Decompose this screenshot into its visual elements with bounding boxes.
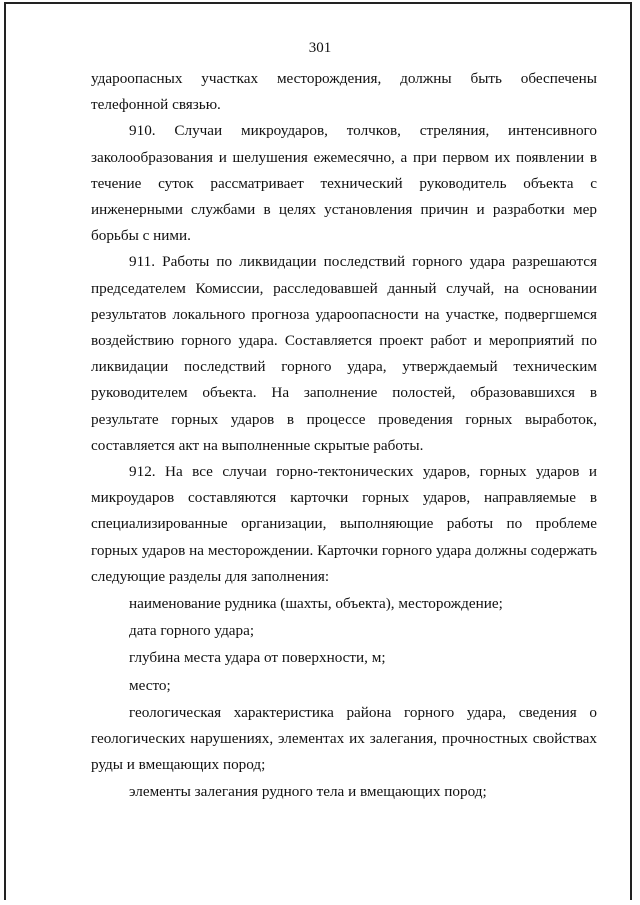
list-item-date: дата горного удара; (129, 622, 255, 640)
list-item-geology: геологическая характеристика района горного удара, сведения о геологических нарушениях, элементах их залегания, прочностных свойствах руды и вмещающих пород; (91, 703, 597, 774)
list-item-mine-name: наименование рудника (шахты, объекта), месторождение; (129, 595, 503, 613)
page-number: 301 (308, 40, 332, 56)
paragraph-911: 911. Работы по ликвидации последствий горного удара разрешаются председателем Комиссии, расследовавшей данный случай, на основании результатов локального прогноза удароопасности на участке, подвергшемся воздействию горного удара. Составляется проект работ и мероприятий по ликвидации последствий горного удара, утверждаемый техническим руководителем объекта. На заполнение полостей, образовавшихся в результате горных ударов в процессе проведения горных выработок, составляется акт на выполненные скрытые работы. (91, 253, 597, 454)
list-item-place: место; (129, 676, 171, 694)
paragraph-continuation: удароопасных участках месторождения, должны быть обеспечены телефонной связью. (91, 70, 597, 114)
list-item-depth: глубина места удара от поверхности, м; (129, 649, 386, 667)
paragraph-910: 910. Случаи микроударов, толчков, стреляния, интенсивного заколообразования и шелушения ежемесячно, а при первом их появлении в течение суток рассматривает технический руководитель объекта с инженерными службами в целях установления причин и разработки мер борьбы с ними. (91, 122, 597, 245)
paragraph-912: 912. На все случаи горно-тектонических ударов, горных ударов и микроударов составляются карточки горных ударов, направляемые в специализированные организации, выполняющие работы по проблеме горных ударов на месторождении. Карточки горного удара должны содержать следующие разделы для заполнения: (91, 463, 597, 585)
list-item-ore-body: элементы залегания рудного тела и вмещающих пород; (129, 783, 487, 801)
document-body (91, 66, 597, 806)
